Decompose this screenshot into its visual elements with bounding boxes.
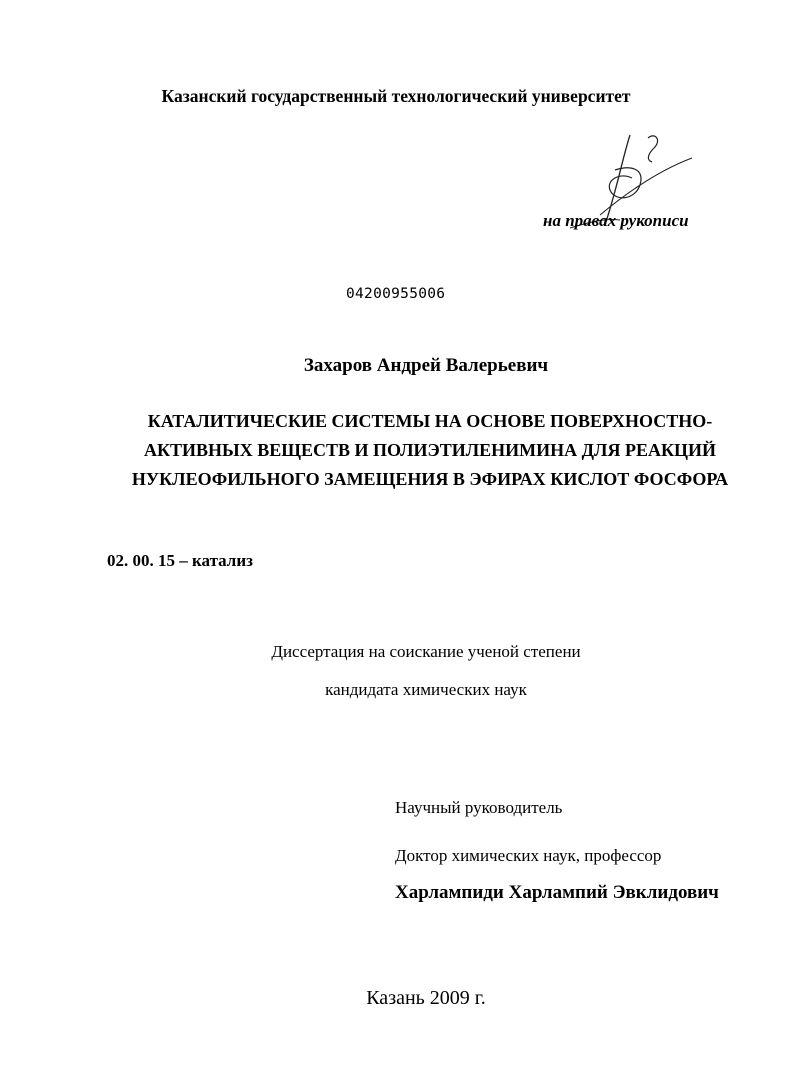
manuscript-note: на правах рукописи (543, 211, 689, 230)
author-name: Захаров Андрей Валерьевич (303, 355, 549, 376)
title-line: НУКЛЕОФИЛЬНОГО ЗАМЕЩЕНИЯ В ЭФИРАХ КИСЛОТ ФОСФОРА (131, 469, 729, 489)
specialty-code: 02. 00. 15 – катализ (107, 551, 253, 570)
supervisor-label: Научный руководитель (395, 798, 563, 817)
university-name: Казанский государственный технологический университет (161, 86, 631, 106)
catalog-number: 04200955006 (346, 286, 446, 302)
title-line: КАТАЛИТИЧЕСКИЕ СИСТЕМЫ НА ОСНОВЕ ПОВЕРХНОСТНО- (147, 411, 713, 431)
degree-line-2: кандидата химических наук (325, 680, 527, 699)
supervisor-name: Харлампиди Харлампий Эвклидович (395, 882, 719, 903)
title-line: АКТИВНЫХ ВЕЩЕСТВ И ПОЛИЭТИЛЕНИМИНА ДЛЯ РЕАКЦИЙ (143, 440, 717, 460)
degree-line-1: Диссертация на соискание ученой степени (271, 642, 581, 661)
dissertation-title (100, 407, 760, 494)
supervisor-rank: Доктор химических наук, профессор (395, 846, 662, 865)
city-year: Казань 2009 г. (366, 987, 486, 1009)
